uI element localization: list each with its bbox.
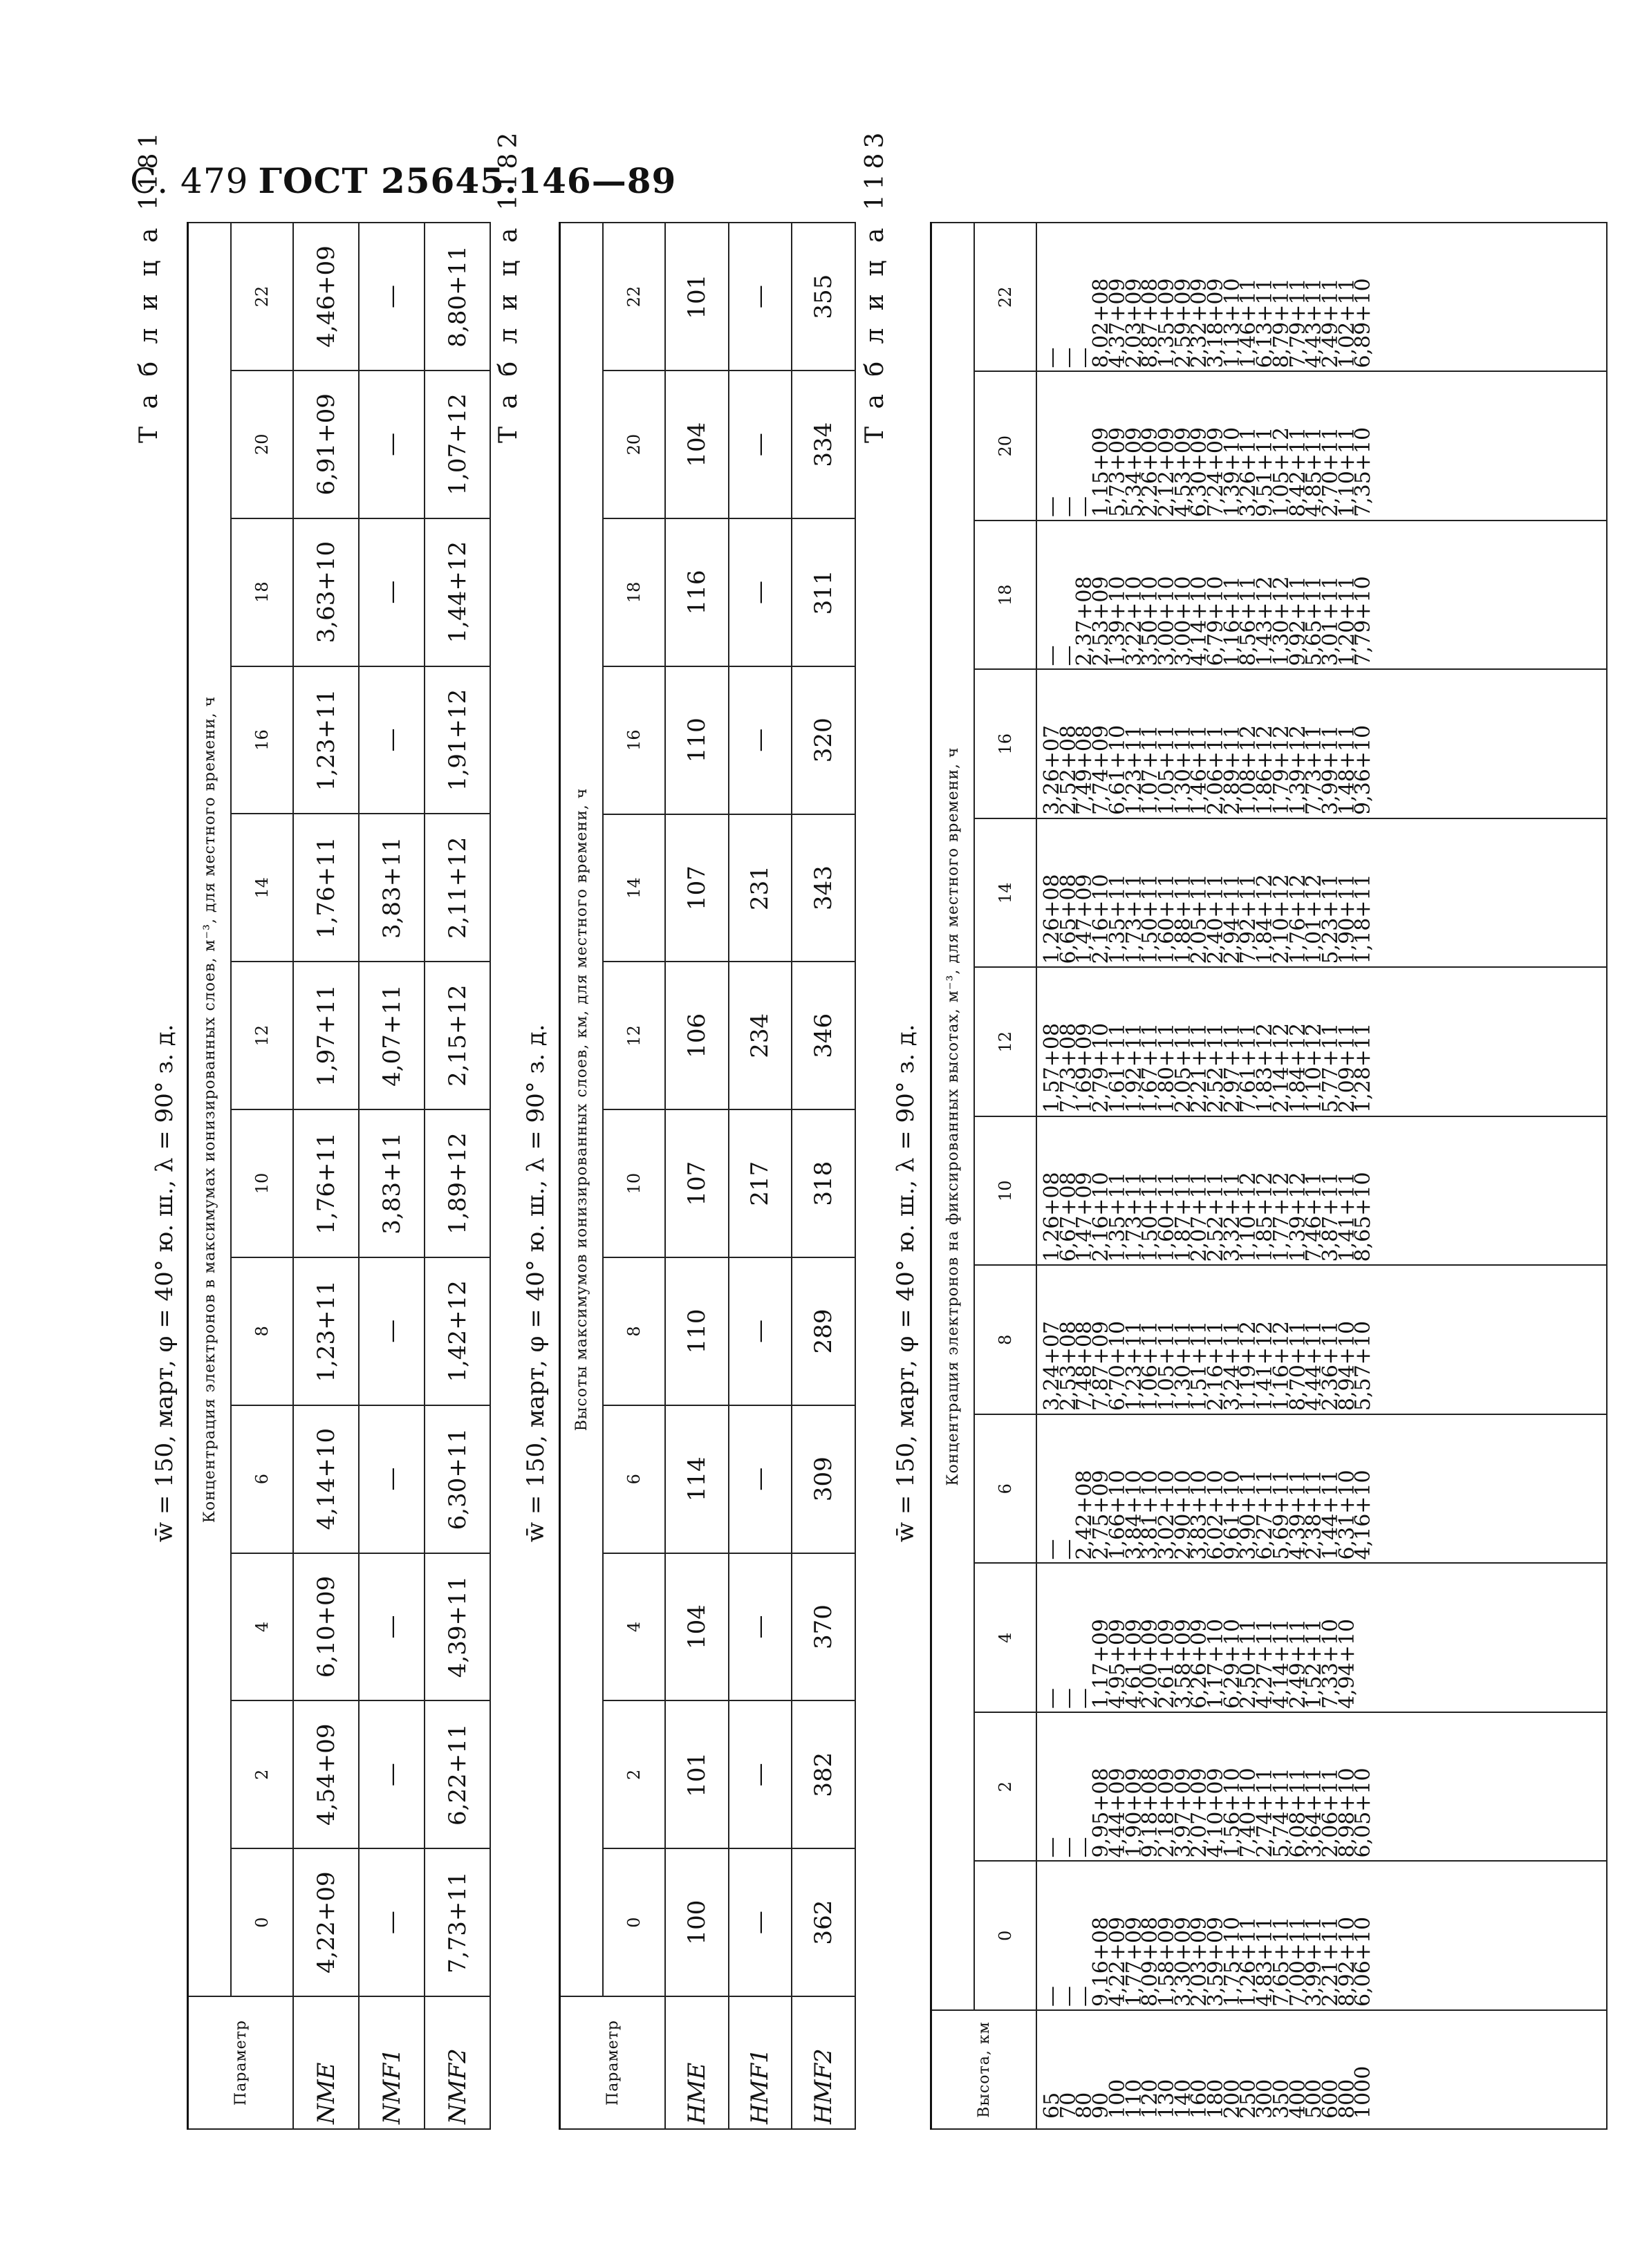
table-1183-subtitle: w̄ = 150, март, φ = 40° ю. ш., λ = 90° з. д. (892, 1024, 920, 1542)
hour-header: 16 (974, 670, 1036, 819)
cell: 3,83+11 (359, 1109, 425, 1257)
param-name: NMF2 (425, 1996, 490, 2129)
cell: 4,54+09 (293, 1700, 359, 1848)
cell: — (359, 1553, 425, 1701)
cell: 2,15+12 (425, 962, 490, 1109)
cell: — (729, 1700, 792, 1848)
hour-header: 16 (603, 666, 665, 814)
value-column: 1,57+08 7,73+08 1,69+09 2,79+10 1,61+11 1,92+11 1,67+11 1,80+11 2,05+11 2,21+11 2,52+11 2,97+11 7,61+11 1,83+12 2,14+12 1,84+12 1,10+12 5,77+11 2,09+11 1,28+11 (1036, 968, 1607, 1117)
table-1182-title: Т а б л и ц а 1182 (494, 127, 523, 443)
cell: — (359, 666, 425, 814)
hour-header: 4 (974, 1564, 1036, 1713)
cell: — (359, 1700, 425, 1848)
cell: 318 (792, 1109, 855, 1257)
cell: 1,89+12 (425, 1109, 490, 1257)
cell: 3,63+10 (293, 518, 359, 666)
cell: — (729, 1257, 792, 1405)
value-column: — — 2,42+08 2,75+09 1,66+10 3,84+10 3,81+10 3,02+10 2,90+10 3,83+10 6,02+10 9,61+10 3,90+11 6,27+11 5,69+11 4,39+11 2,38+11 1,44+11 6,31+10 4,16+10 (1036, 1414, 1607, 1564)
table-row (792, 223, 855, 2129)
group-header: Концентрация электронов на фиксированных высотах, м⁻³, для местного времени, ч (931, 223, 975, 2010)
param-name: HME (665, 1996, 729, 2129)
hour-header: 6 (231, 1405, 293, 1553)
hour-header: 4 (231, 1553, 293, 1701)
cell: 101 (665, 1700, 729, 1848)
cell: 6,30+11 (425, 1405, 490, 1553)
cell: 2,11+12 (425, 814, 490, 962)
cell: — (729, 1553, 792, 1701)
hour-header: 12 (603, 962, 665, 1109)
cell: — (729, 371, 792, 518)
hour-header: 22 (974, 223, 1036, 372)
hour-header: 18 (974, 521, 1036, 670)
hour-header: 20 (974, 372, 1036, 521)
table-row (1036, 223, 1607, 2129)
cell: 106 (665, 962, 729, 1109)
hour-header: 4 (603, 1553, 665, 1701)
value-column: — — 2,37+08 2,53+09 1,39+10 3,22+10 3,50+10 3,00+10 3,00+10 4,14+10 6,79+10 1,16+11 8,56+11 1,43+12 1,30+12 9,92+11 5,65+11 3,01+11 1,20+11 7,79+10 (1036, 521, 1607, 670)
hour-header: 2 (974, 1712, 1036, 1862)
cell: 1,23+11 (293, 666, 359, 814)
cell: 289 (792, 1257, 855, 1405)
table-row (293, 223, 359, 2129)
cell: 4,39+11 (425, 1553, 490, 1701)
hour-header: 8 (603, 1257, 665, 1405)
cell: 231 (729, 814, 792, 962)
page-number: С. 479 (130, 161, 249, 201)
value-column: 1,26+08 6,67+08 1,47+09 2,16+10 1,35+11 1,73+11 1,50+11 1,60+11 1,87+11 2,07+11 2,52+11 3,32+11 1,10+12 1,85+12 1,77+12 1,39+12 7,46+11 3,87+11 1,41+11 8,65+10 (1036, 1116, 1607, 1266)
param-header: Параметр (560, 1996, 666, 2129)
table-1183 (930, 222, 1608, 2130)
cell: 370 (792, 1553, 855, 1701)
group-header: Высоты максимумов ионизированных слоев, км, для местного времени, ч (560, 223, 604, 1996)
hour-header: 10 (603, 1109, 665, 1257)
hour-header: 18 (231, 518, 293, 666)
cell: 7,73+11 (425, 1848, 490, 1996)
cell: 234 (729, 962, 792, 1109)
table-row (359, 223, 425, 2129)
hour-header: 0 (974, 1862, 1036, 2011)
hour-header: 16 (231, 666, 293, 814)
hour-header: 20 (231, 371, 293, 518)
cell: 1,76+11 (293, 1109, 359, 1257)
table-1183-title: Т а б л и ц а 1183 (861, 127, 889, 443)
cell: 1,97+11 (293, 962, 359, 1109)
cell: 3,83+11 (359, 814, 425, 962)
hour-header: 14 (974, 818, 1036, 968)
hour-header: 8 (231, 1257, 293, 1405)
hour-header: 22 (603, 223, 665, 371)
param-header: Параметр (188, 1996, 294, 2129)
param-name: NME (293, 1996, 359, 2129)
cell: 355 (792, 223, 855, 371)
cell: 1,76+11 (293, 814, 359, 962)
altitude-header: Высота, км (931, 2010, 1037, 2129)
cell: 114 (665, 1405, 729, 1553)
cell: 311 (792, 518, 855, 666)
cell: 1,44+12 (425, 518, 490, 666)
cell: 6,91+09 (293, 371, 359, 518)
cell: 334 (792, 371, 855, 518)
value-column: 1,26+08 6,65+08 1,47+09 2,16+10 1,35+11 1,73+11 1,50+11 1,60+11 1,88+11 2,05+11 2,40+11 2,94+11 7,92+11 1,84+12 2,10+12 1,76+12 1,01+12 5,23+11 1,90+11 1,18+11 (1036, 818, 1607, 968)
cell: 343 (792, 814, 855, 962)
hour-header: 20 (603, 371, 665, 518)
cell: — (729, 666, 792, 814)
cell: 107 (665, 1109, 729, 1257)
hour-header: 8 (974, 1266, 1036, 1415)
hour-header: 10 (231, 1109, 293, 1257)
hour-header: 18 (603, 518, 665, 666)
cell: — (359, 1405, 425, 1553)
param-name: NMF1 (359, 1996, 425, 2129)
cell: 110 (665, 1257, 729, 1405)
table-1181-title: Т а б л и ц а 1181 (135, 127, 163, 443)
hour-header: 22 (231, 223, 293, 371)
value-column: 3,26+07 2,52+08 7,49+08 7,74+09 6,61+10 1,23+11 1,07+11 1,05+11 1,30+11 1,46+11 2,06+11 2,89+11 1,08+12 1,86+12 1,79+12 1,39+12 7,73+11 3,99+11 1,48+11 9,36+10 (1036, 670, 1607, 819)
table-1182-subtitle: w̄ = 150, март, φ = 40° ю. ш., λ = 90° з. д. (522, 1024, 550, 1542)
cell: 1,42+12 (425, 1257, 490, 1405)
param-name: HMF1 (729, 1996, 792, 2129)
cell: 4,46+09 (293, 223, 359, 371)
cell: 100 (665, 1848, 729, 1996)
cell: — (359, 371, 425, 518)
cell: 382 (792, 1700, 855, 1848)
cell: — (729, 223, 792, 371)
hour-header: 14 (603, 814, 665, 962)
hour-header: 2 (603, 1700, 665, 1848)
standard-code: ГОСТ 25645.146—89 (258, 160, 677, 201)
hour-header: 12 (231, 962, 293, 1109)
cell: 6,22+11 (425, 1700, 490, 1848)
hour-header: 0 (603, 1848, 665, 1996)
value-column: — — — 1,17+09 4,95+09 4,61+09 2,00+09 2,61+09 3,58+09 6,26+09 1,17+10 6,29+10 2,50+11 4,27+11 4,14+11 2,49+11 1,52+11 7,33+10 4,94+10 (1036, 1564, 1607, 1713)
hour-header: 6 (603, 1405, 665, 1553)
cell: — (359, 1848, 425, 1996)
cell: 4,22+09 (293, 1848, 359, 1996)
table-1181 (187, 222, 491, 2130)
value-column: 3,24+07 2,53+08 7,48+08 7,87+09 6,70+10 1,23+11 1,06+11 1,05+11 1,30+11 1,51+11 2,16+11 3,24+11 1,19+12 1,41+12 1,16+12 8,70+11 4,44+11 2,36+11 8,94+10 5,57+10 (1036, 1266, 1607, 1415)
value-column: — — — 1,15+09 5,73+09 5,34+09 2,26+09 2,12+09 4,53+09 6,30+09 7,24+09 1,39+10 3,26+11 9,51+11 1,05+12 8,42+11 4,85+11 2,70+11 1,10+11 7,35+10 (1036, 372, 1607, 521)
group-header: Концентрация электронов в максимумах ионизированных слоев, м⁻³, для местного времени, ч (188, 223, 232, 1996)
cell: — (729, 518, 792, 666)
hour-header: 6 (974, 1414, 1036, 1564)
cell: 101 (665, 223, 729, 371)
table-row (425, 223, 490, 2129)
table-1181-subtitle: w̄ = 150, март, φ = 40° ю. ш., λ = 90° з. д. (151, 1024, 178, 1542)
cell: 309 (792, 1405, 855, 1553)
cell: 107 (665, 814, 729, 962)
cell: 346 (792, 962, 855, 1109)
cell: 6,10+09 (293, 1553, 359, 1701)
cell: — (729, 1848, 792, 1996)
table-row (665, 223, 729, 2129)
hour-header: 10 (974, 1116, 1036, 1266)
cell: 8,80+11 (425, 223, 490, 371)
table-row (729, 223, 792, 2129)
value-column: — — — 8,02+08 4,37+09 2,03+09 8,87+08 1,35+09 2,59+09 2,32+09 3,18+09 1,13+10 1,46+11 6,13+11 8,79+11 7,79+11 4,43+11 2,49+11 1,02+11 6,89+10 (1036, 223, 1607, 372)
hour-header: 12 (974, 968, 1036, 1117)
cell: 116 (665, 518, 729, 666)
cell: 4,07+11 (359, 962, 425, 1109)
hour-header: 2 (231, 1700, 293, 1848)
cell: 1,23+11 (293, 1257, 359, 1405)
cell: 362 (792, 1848, 855, 1996)
cell: 104 (665, 371, 729, 518)
cell: — (359, 1257, 425, 1405)
table-1182 (559, 222, 856, 2130)
hour-header: 0 (231, 1848, 293, 1996)
cell: 104 (665, 1553, 729, 1701)
hour-header: 14 (231, 814, 293, 962)
cell: — (359, 223, 425, 371)
cell: — (359, 518, 425, 666)
cell: 4,14+10 (293, 1405, 359, 1553)
cell: 1,91+12 (425, 666, 490, 814)
param-name: HMF2 (792, 1996, 855, 2129)
altitude-column: 65 70 80 90 100 110 120 130 140 160 180 200 250 300 350 400 500 600 800 1000 (1036, 2010, 1607, 2129)
cell: 110 (665, 666, 729, 814)
cell: 1,07+12 (425, 371, 490, 518)
cell: 217 (729, 1109, 792, 1257)
value-column: — — — 9,95+08 4,44+09 1,90+09 9,18+08 2,18+09 3,97+09 2,07+09 4,10+09 1,56+10 7,40+10 2,74+11 5,74+11 6,08+11 3,64+11 2,06+11 8,98+10 6,05+10 (1036, 1712, 1607, 1862)
cell: — (729, 1405, 792, 1553)
value-column: — — — 9,16+08 4,22+09 1,77+09 8,09+08 1,58+09 3,30+09 2,03+09 3,59+09 1,75+10 1,26+11 4,83+11 7,65+11 7,00+11 3,99+11 2,21+11 8,92+10 6,06+10 (1036, 1862, 1607, 2011)
cell: 320 (792, 666, 855, 814)
